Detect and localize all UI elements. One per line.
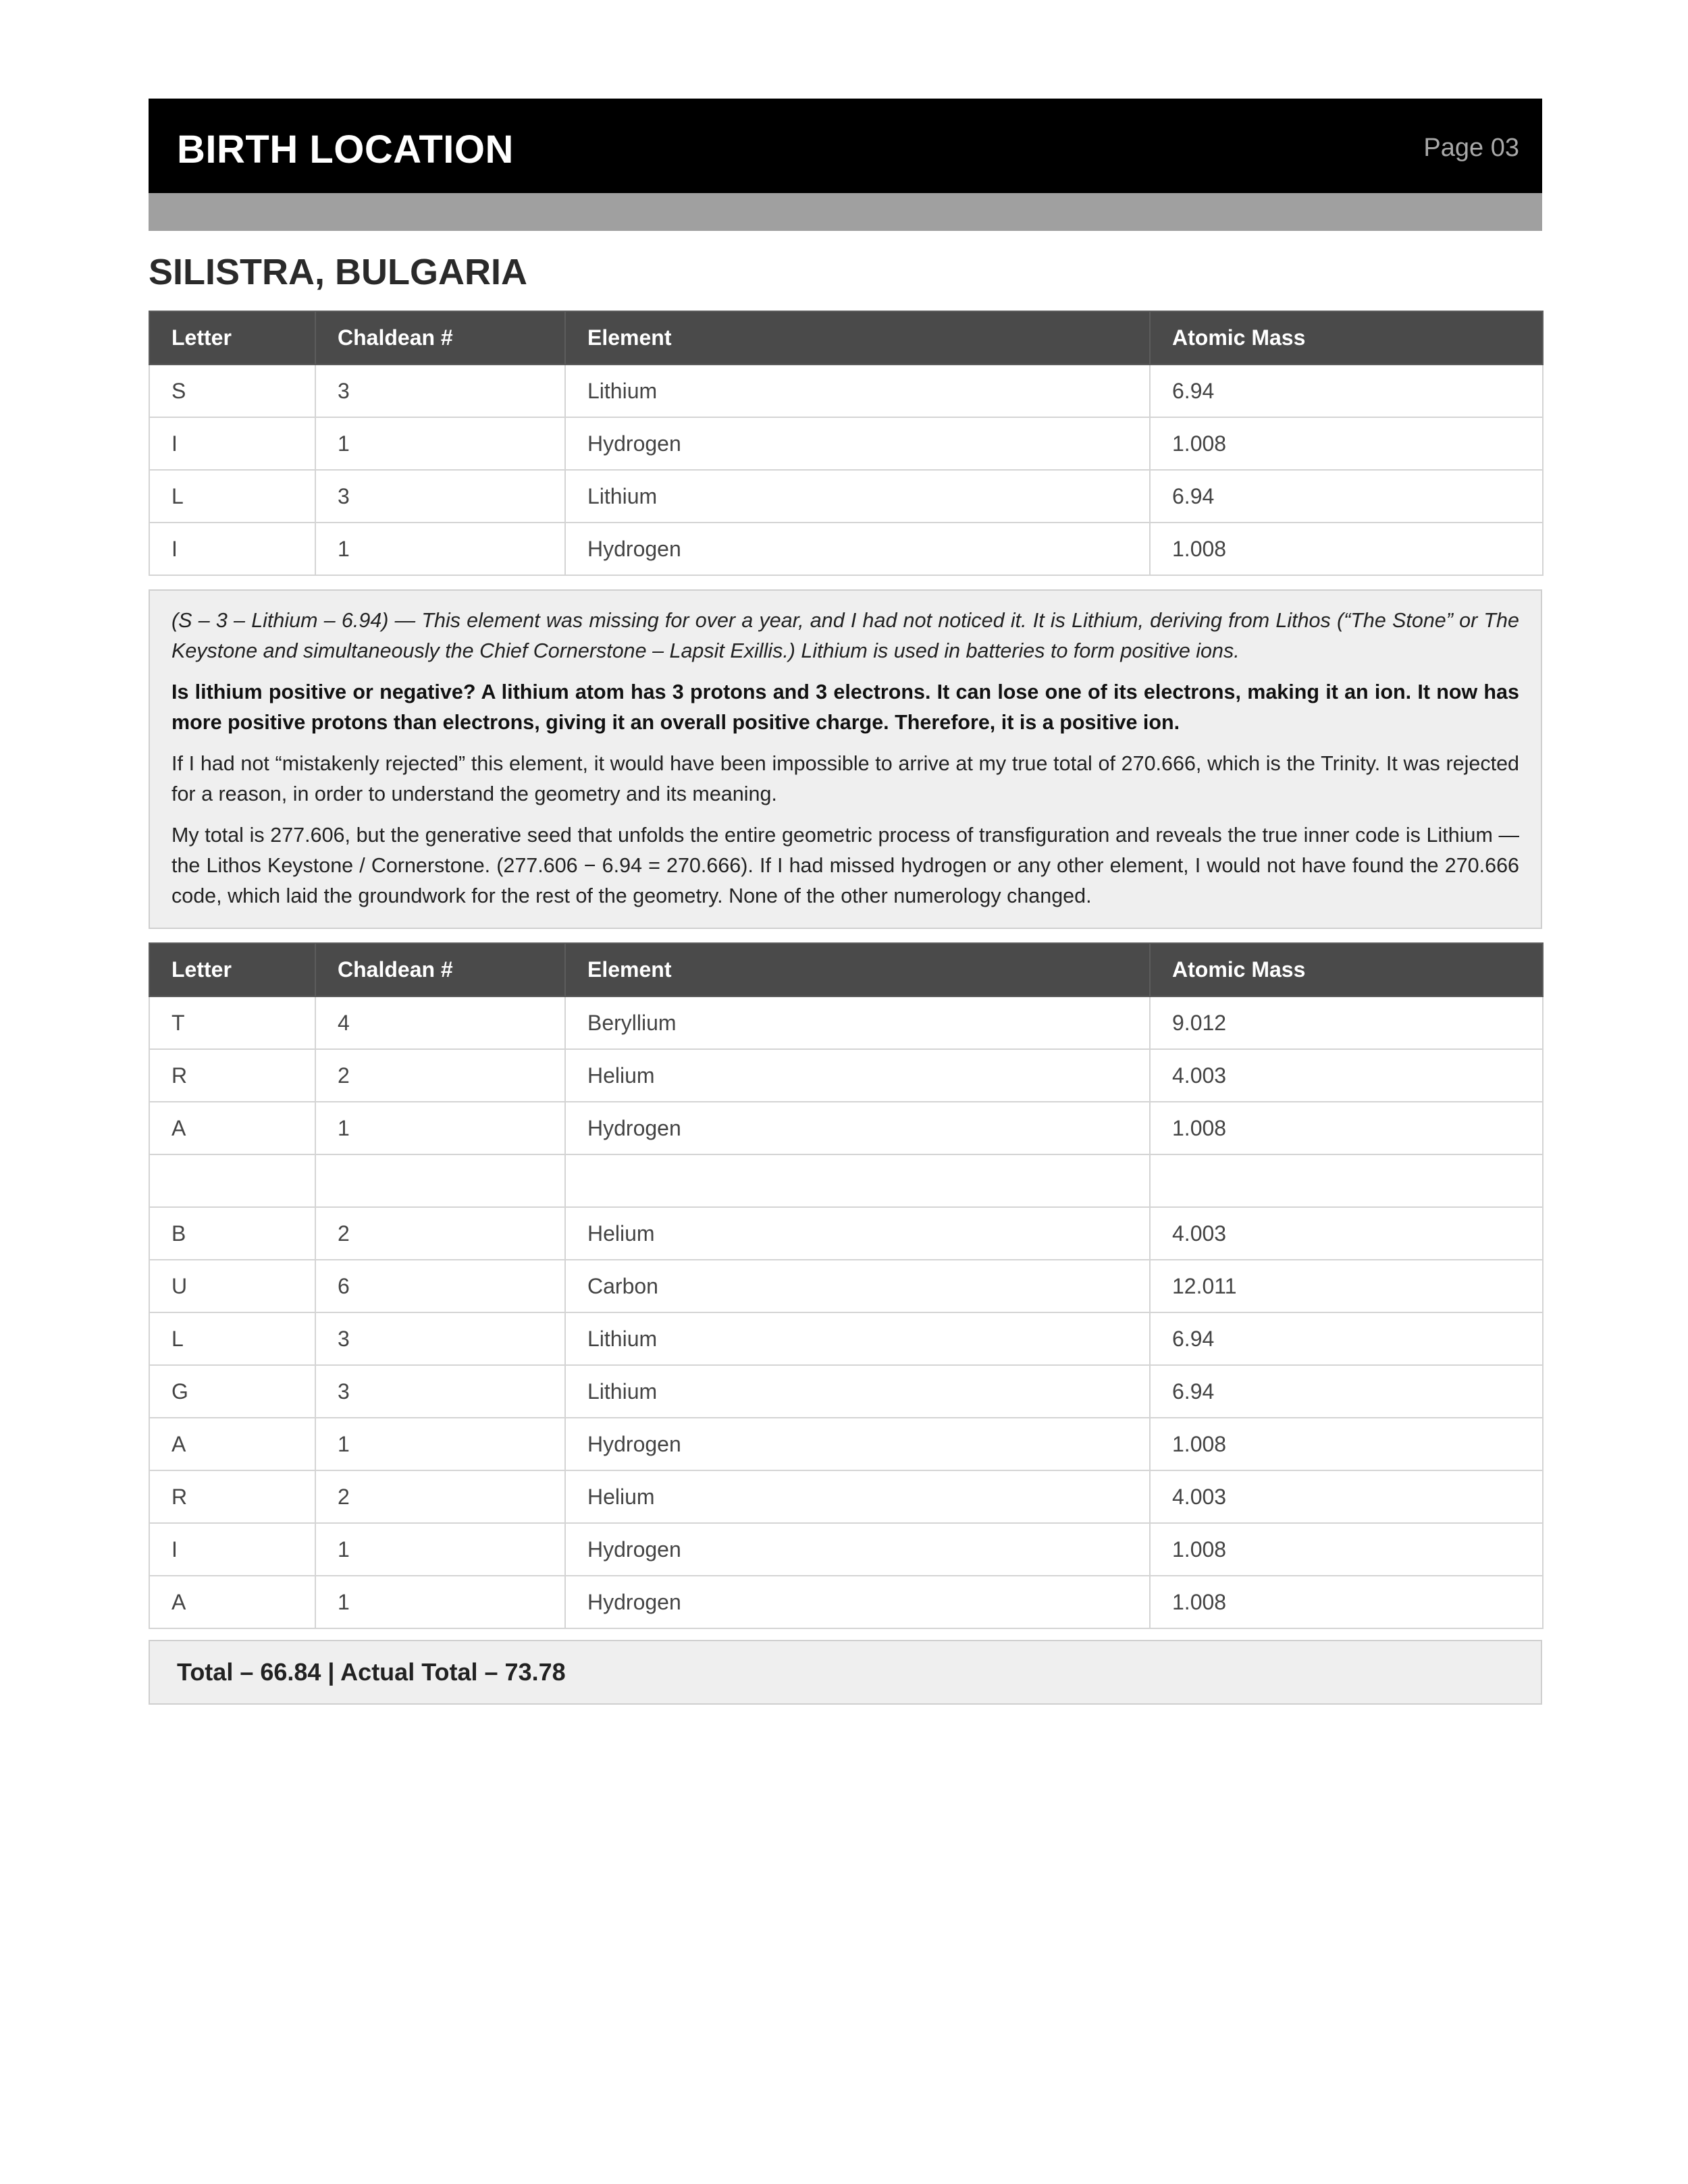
cell-letter: U <box>149 1260 315 1312</box>
cell-chaldean: 2 <box>315 1470 565 1523</box>
table-row <box>149 1523 1543 1576</box>
page <box>149 99 1542 1705</box>
cell-element: Carbon <box>565 1260 1150 1312</box>
cell-atomic-mass <box>1150 1154 1543 1207</box>
col-chaldean: Chaldean # <box>315 311 565 365</box>
table-header-row <box>149 943 1543 996</box>
note-italic-paragraph: (S – 3 – Lithium – 6.94) — This element was missing for over a year, and I had not noticed it. It is Lithium, deriving from Lithos (“The Stone” or The Keystone and simultaneously the Chief Cornerstone – Lapsit Exillis.) Lithium is used in batteries to form positive ions. <box>172 609 1519 662</box>
cell-letter: T <box>149 996 315 1049</box>
total-summary-box <box>149 1640 1542 1705</box>
col-atomic-mass: Atomic Mass <box>1150 943 1543 996</box>
cell-element: Hydrogen <box>565 1418 1150 1470</box>
cell-atomic-mass: 12.011 <box>1150 1260 1543 1312</box>
cell-letter: A <box>149 1576 315 1628</box>
cell-letter: L <box>149 1312 315 1365</box>
table-row <box>149 1418 1543 1470</box>
cell-element: Lithium <box>565 1365 1150 1418</box>
cell-letter: R <box>149 1470 315 1523</box>
cell-element: Helium <box>565 1207 1150 1260</box>
cell-atomic-mass: 6.94 <box>1150 365 1543 417</box>
table-row <box>149 365 1543 417</box>
col-atomic-mass: Atomic Mass <box>1150 311 1543 365</box>
cell-letter: L <box>149 470 315 523</box>
table-row <box>149 1312 1543 1365</box>
table-row <box>149 470 1543 523</box>
table-row-empty <box>149 1154 1543 1207</box>
cell-chaldean: 1 <box>315 1418 565 1470</box>
header-banner <box>149 99 1542 193</box>
cell-element: Lithium <box>565 365 1150 417</box>
table-row <box>149 1207 1543 1260</box>
table-row <box>149 523 1543 575</box>
cell-atomic-mass: 4.003 <box>1150 1470 1543 1523</box>
col-element: Element <box>565 311 1150 365</box>
cell-atomic-mass: 6.94 <box>1150 1365 1543 1418</box>
cell-element: Beryllium <box>565 996 1150 1049</box>
cell-letter: I <box>149 523 315 575</box>
cell-element <box>565 1154 1150 1207</box>
cell-chaldean: 6 <box>315 1260 565 1312</box>
cell-chaldean: 4 <box>315 996 565 1049</box>
cell-atomic-mass: 9.012 <box>1150 996 1543 1049</box>
cell-chaldean: 3 <box>315 1365 565 1418</box>
cell-element: Helium <box>565 1049 1150 1102</box>
table-row <box>149 1470 1543 1523</box>
cell-element: Hydrogen <box>565 1576 1150 1628</box>
cell-chaldean: 2 <box>315 1207 565 1260</box>
cell-atomic-mass: 6.94 <box>1150 1312 1543 1365</box>
col-letter: Letter <box>149 311 315 365</box>
col-chaldean: Chaldean # <box>315 943 565 996</box>
page-number: Page 03 <box>1423 134 1519 162</box>
cell-element: Helium <box>565 1470 1150 1523</box>
cell-atomic-mass: 1.008 <box>1150 417 1543 470</box>
table-row <box>149 417 1543 470</box>
table-row <box>149 1260 1543 1312</box>
cell-atomic-mass: 1.008 <box>1150 1523 1543 1576</box>
col-element: Element <box>565 943 1150 996</box>
col-letter: Letter <box>149 943 315 996</box>
cell-element: Lithium <box>565 1312 1150 1365</box>
table-row <box>149 1365 1543 1418</box>
cell-letter: I <box>149 1523 315 1576</box>
cell-chaldean: 1 <box>315 417 565 470</box>
cell-letter: B <box>149 1207 315 1260</box>
table-row <box>149 1049 1543 1102</box>
cell-chaldean: 1 <box>315 1576 565 1628</box>
total-summary-text: Total – 66.84 | Actual Total – 73.78 <box>177 1658 566 1686</box>
cell-element: Lithium <box>565 470 1150 523</box>
cell-chaldean: 2 <box>315 1049 565 1102</box>
note-paragraph-2: My total is 277.606, but the generative seed that unfolds the entire geometric process of transfiguration and reveals the true inner code is Lithium — the Lithos Keystone / Cornerstone. (277.606 − 6.94 = 270.666). If I had missed hydrogen or any other element, I would not have found the 270.666 code, which laid the groundwork for the rest of the geometry. None of the other numerology changed. <box>172 824 1519 907</box>
cell-element: Hydrogen <box>565 1523 1150 1576</box>
table-row <box>149 1102 1543 1154</box>
cell-element: Hydrogen <box>565 1102 1150 1154</box>
location-heading: SILISTRA, BULGARIA <box>149 252 527 292</box>
cell-letter: S <box>149 365 315 417</box>
letters-table-1 <box>149 311 1544 576</box>
cell-atomic-mass: 4.003 <box>1150 1049 1543 1102</box>
page-title: BIRTH LOCATION <box>177 128 514 171</box>
cell-chaldean <box>315 1154 565 1207</box>
cell-chaldean: 1 <box>315 1523 565 1576</box>
note-bold-paragraph: Is lithium positive or negative? A lithium atom has 3 protons and 3 electrons. It can lose one of its electrons, making it an ion. It now has more positive protons than electrons, giving it an overall positive charge. Therefore, it is a positive ion. <box>172 681 1519 734</box>
cell-atomic-mass: 4.003 <box>1150 1207 1543 1260</box>
cell-letter <box>149 1154 315 1207</box>
cell-atomic-mass: 6.94 <box>1150 470 1543 523</box>
cell-letter: A <box>149 1102 315 1154</box>
letters-table-2 <box>149 942 1544 1629</box>
cell-element: Hydrogen <box>565 523 1150 575</box>
table-header-row <box>149 311 1543 365</box>
cell-letter: G <box>149 1365 315 1418</box>
header-divider-bar <box>149 193 1542 231</box>
cell-atomic-mass: 1.008 <box>1150 523 1543 575</box>
cell-chaldean: 1 <box>315 1102 565 1154</box>
table-row <box>149 996 1543 1049</box>
cell-letter: R <box>149 1049 315 1102</box>
cell-chaldean: 3 <box>315 365 565 417</box>
cell-element: Hydrogen <box>565 417 1150 470</box>
cell-atomic-mass: 1.008 <box>1150 1418 1543 1470</box>
cell-chaldean: 3 <box>315 470 565 523</box>
cell-letter: I <box>149 417 315 470</box>
cell-atomic-mass: 1.008 <box>1150 1102 1543 1154</box>
cell-letter: A <box>149 1418 315 1470</box>
cell-atomic-mass: 1.008 <box>1150 1576 1543 1628</box>
table-row <box>149 1576 1543 1628</box>
lithium-note-box <box>149 589 1542 929</box>
cell-chaldean: 1 <box>315 523 565 575</box>
cell-chaldean: 3 <box>315 1312 565 1365</box>
note-paragraph-1: If I had not “mistakenly rejected” this element, it would have been impossible to arrive at my true total of 270.666, which is the Trinity. It was rejected for a reason, in order to understand the geometry and its meaning. <box>172 752 1519 805</box>
